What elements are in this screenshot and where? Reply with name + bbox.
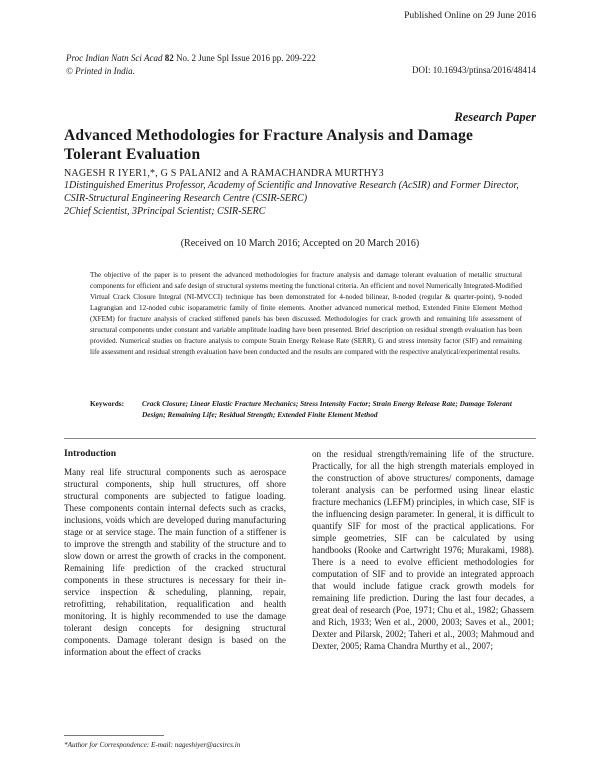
authors: NAGESH R IYER1,*, G S PALANI2 and A RAMACHANDRA MURTHY3 xyxy=(64,168,384,179)
keywords-list: Crack Closure; Linear Elastic Fracture Mechanics; Stress Intensity Factor; Strain Energy Release Rate; Damage Tolerant Design; Remaining Life; Residual Strength; Extended Finite Element Method xyxy=(142,399,512,419)
right-column xyxy=(312,448,534,652)
footnote: *Author for Correspondence: E-mail: nageshiyer@acsircs.in xyxy=(64,741,241,749)
received-dates: (Received on 10 March 2016; Accepted on 20 March 2016) xyxy=(180,238,420,249)
journal-name: Proc Indian Natn Sci Acad xyxy=(66,53,163,63)
journal-citation xyxy=(66,52,316,78)
paper-title: Advanced Methodologies for Fracture Analysis and Damage Tolerant Evaluation xyxy=(64,127,474,163)
keywords-label: Keywords: xyxy=(90,399,125,408)
section-divider xyxy=(64,438,536,439)
intro-paragraph-left: Many real life structural components such as aerospace structural components, ship hull structures, off shore structural components are subjected to fatigue loading. These components contain internal defects such as cracks, inclusions, voids which are developed during manufacturing stage or at service stage. The main function of a stiffener is to improve the strength and stability of the structure and to slow down or arrest the growth of cracks in the component. Remaining life prediction of the cracked structural components in these structures is necessary for their in-service inspection & scheduling, planning, repair, retrofitting, rehabilitation, requalification and health monitoring. It is highly recommended to use the damage tolerant design concepts for designing structural components. Damage tolerant design is based on the information about the effect of cracks xyxy=(64,467,286,657)
journal-issue-pages: No. 2 June Spl Issue 2016 pp. 209-222 xyxy=(176,53,316,63)
doi: DOI: 10.16943/ptinsa/2016/48414 xyxy=(412,65,536,75)
paper-type: Research Paper xyxy=(454,110,536,124)
intro-paragraph-right: on the residual strength/remaining life of the structure. Practically, for all the high strength materials employed in the construction of above structures/ components, damage tolerant analysis can be performed using linear elastic fracture mechanics (LEFM) principles, in which case, SIF is the influencing design parameter. In general, it is difficult to quantify SIF for most of the practical applications. For simple geometries, SIF can be calculated by using handbooks (Rooke and Cartwright 1976; Murakami, 1988). There is a need to evolve efficient methodologies for computation of SIF and to provide an integrated approach that would include fatigue crack growth models for remaining life prediction. During the last four decades, a great deal of research (Poe, 1971; Chu et al., 1982; Ghassem and Rich, 1933; Wen et al., 2000, 2003; Saves et al., 2001; Dexter and Pilarsk, 2002; Taheri et al., 2003; Mahmoud and Dexter, 2005; Rama Chandra Murthy et al., 2007; xyxy=(312,449,534,651)
printed-note: © Printed in India. xyxy=(66,66,135,76)
left-column xyxy=(64,448,286,658)
section-heading-introduction: Introduction xyxy=(64,448,117,459)
journal-line xyxy=(66,52,316,65)
published-date: Published Online on 29 June 2016 xyxy=(404,10,536,21)
journal-volume: 82 xyxy=(164,53,174,63)
affiliation-1: 1Distinguished Emeritus Professor, Academy of Scientific and Innovative Research (AcSIR) and Former Director, CSIR-Structural Engineering Research Centre (CSIR-SERC) xyxy=(64,180,519,204)
abstract: The objective of the paper is to present the advanced methodologies for fracture analysis and damage tolerant evaluation of metallic structural components for efficient and safe design of structural systems meeting the functional criteria. An efficient and novel Numerically Integrated-Modified Virtual Crack Closure Integral (NI-MVCCI) technique has been demonstrated for 4-noded bilinear, 8-noded (regular & quarter-point), 9-noded Lagrangian and 12-noded cubic isoparametric family of finite elements. Another advanced numerical method, Extended Finite Element Method (XFEM) for fracture analysis of cracked stiffened panels has been discussed. Methodologies for crack growth and remaining life assessment of structural components under constant and variable amplitude loading have been presented. Brief description on residual strength evaluation has been provided. Numerical studies on fracture analysis to compute Strain Energy Release Rate (SERR), G and stress intensity factor (SIF) and remaining life assessment and residual strength evaluation have been conducted and the results are compared with the respective analytical/experimental results. xyxy=(90,271,522,356)
keywords-block xyxy=(90,398,522,420)
affiliation-2: 2Chief Scientist, 3Principal Scientist; CSIR-SERC xyxy=(64,206,266,217)
footnote-rule xyxy=(64,735,164,736)
